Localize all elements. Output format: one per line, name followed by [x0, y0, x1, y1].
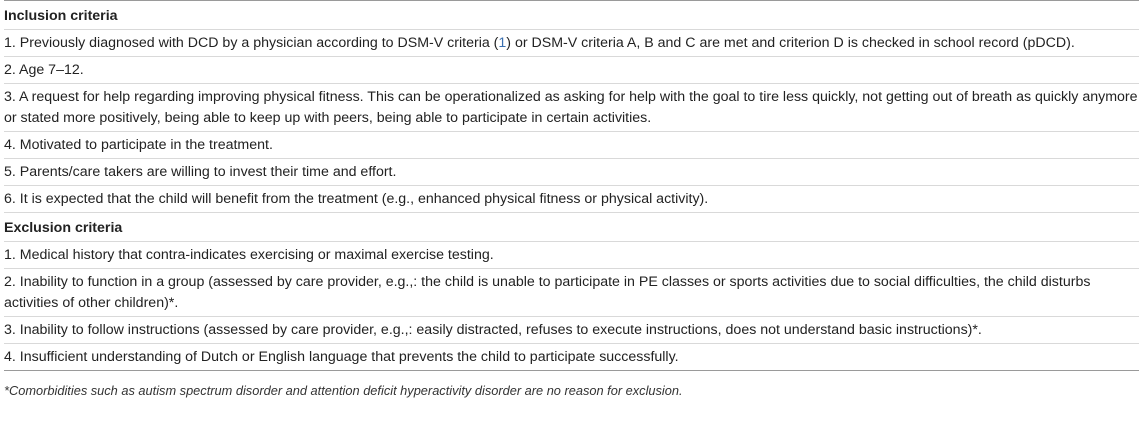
criterion-text: ) or DSM-V criteria A, B and C are met and criterion D is checked in school record (pDCD).	[506, 35, 1075, 51]
inclusion-criteria-heading: Inclusion criteria	[4, 1, 1139, 30]
inclusion-criterion-5: 5. Parents/care takers are willing to invest their time and effort.	[4, 159, 1139, 186]
inclusion-criterion-3: 3. A request for help regarding improving physical fitness. This can be operationalized as asking for help with the goal to tire less quickly, not getting out of breath as quickly anymore or stated more positively, being able to keep up with peers, being able to participate in certain activities.	[4, 84, 1139, 132]
inclusion-criterion-2: 2. Age 7–12.	[4, 57, 1139, 84]
exclusion-criterion-4: 4. Insufficient understanding of Dutch or English language that prevents the child to participate successfully.	[4, 344, 1139, 371]
inclusion-criterion-1	[4, 30, 1139, 57]
exclusion-criterion-3: 3. Inability to follow instructions (assessed by care provider, e.g.,: easily distracted, refuses to execute instructions, does not understand basic instructions)*.	[4, 317, 1139, 344]
criterion-text: 1. Previously diagnosed with DCD by a physician according to DSM-V criteria (	[4, 35, 499, 51]
inclusion-criterion-4: 4. Motivated to participate in the treatment.	[4, 132, 1139, 159]
exclusion-criterion-1: 1. Medical history that contra-indicates exercising or maximal exercise testing.	[4, 242, 1139, 269]
table-footnote: *Comorbidities such as autism spectrum disorder and attention deficit hyperactivity disorder are no reason for exclusion.	[4, 383, 683, 398]
exclusion-criteria-heading: Exclusion criteria	[4, 213, 1139, 242]
inclusion-criterion-6: 6. It is expected that the child will benefit from the treatment (e.g., enhanced physical fitness or physical activity).	[4, 186, 1139, 213]
exclusion-criterion-2: 2. Inability to function in a group (assessed by care provider, e.g.,: the child is unable to participate in PE classes or sports activities due to social difficulties, the child disturbs activities of other children)*.	[4, 269, 1139, 317]
reference-link[interactable]: 1	[498, 35, 507, 51]
